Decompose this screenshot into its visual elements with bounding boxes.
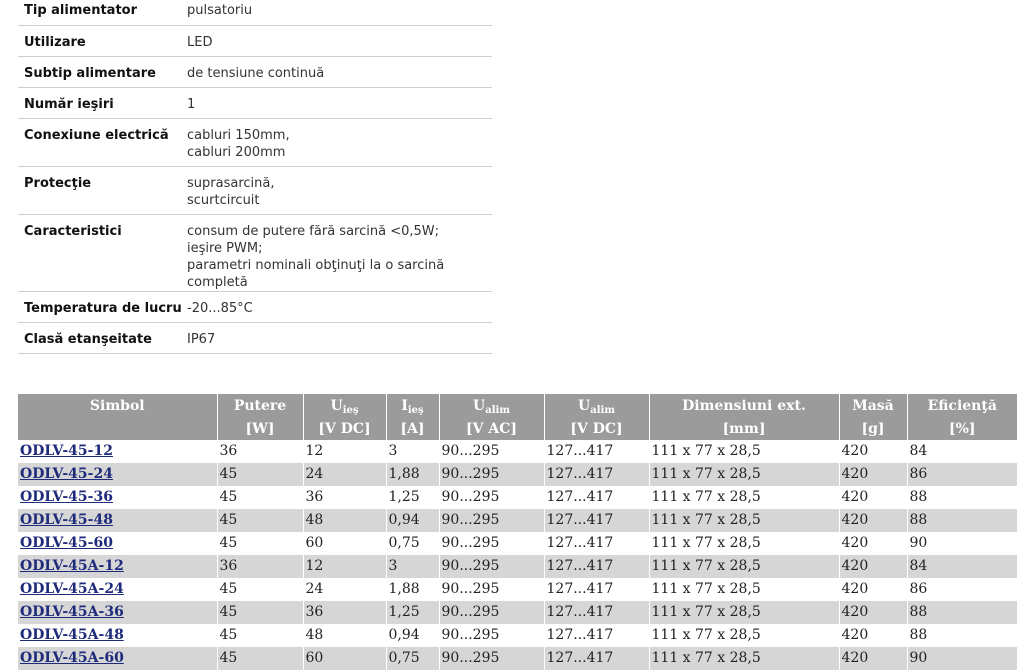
spec-value-line: parametri nominali obţinuţi la o sarcină completă bbox=[187, 257, 445, 290]
table-cell: 48 bbox=[303, 624, 386, 647]
table-cell: 48 bbox=[303, 509, 386, 532]
table-cell: 420 bbox=[839, 463, 907, 486]
table-cell: 127...417 bbox=[544, 509, 649, 532]
table-cell: 86 bbox=[909, 581, 928, 597]
table-cell: 90...295 bbox=[439, 601, 544, 624]
product-symbol-cell bbox=[18, 578, 217, 601]
column-unit: [V DC] bbox=[303, 417, 386, 440]
column-unit: [W] bbox=[217, 417, 303, 440]
spec-value-line: ieşire PWM; bbox=[187, 240, 263, 256]
column-header-subscript: ieş bbox=[342, 404, 359, 416]
table-cell: 111 x 77 x 28,5 bbox=[649, 647, 839, 670]
spec-row bbox=[18, 118, 492, 166]
column-unit: [mm] bbox=[649, 417, 839, 440]
table-cell: 45 bbox=[217, 601, 303, 624]
table-cell: 111 x 77 x 28,5 bbox=[649, 486, 839, 509]
spec-label: Subtip alimentare bbox=[18, 56, 187, 87]
product-symbol-link[interactable]: ODLV-45A-24 bbox=[20, 581, 124, 597]
table-cell: 36 bbox=[217, 555, 303, 578]
spec-value-line: cabluri 150mm, bbox=[187, 127, 290, 143]
product-symbol-cell bbox=[18, 624, 217, 647]
table-cell: 127...417 bbox=[544, 578, 649, 601]
table-cell: 90...295 bbox=[439, 440, 544, 463]
table-cell: 36 bbox=[303, 601, 386, 624]
table-row bbox=[18, 601, 1017, 624]
table-cell: 111 x 77 x 28,5 bbox=[649, 463, 839, 486]
table-row bbox=[18, 624, 1017, 647]
column-header bbox=[386, 394, 439, 417]
column-header-label: Dimensiuni ext. bbox=[682, 397, 806, 414]
column-unit: [V AC] bbox=[439, 417, 544, 440]
table-cell: 111 x 77 x 28,5 bbox=[649, 555, 839, 578]
product-symbol-link[interactable]: ODLV-45A-12 bbox=[20, 558, 124, 574]
column-header-label: U bbox=[578, 397, 591, 414]
table-cell: 24 bbox=[303, 463, 386, 486]
spec-value-line: -20...85°C bbox=[187, 300, 253, 316]
table-cell: 420 bbox=[839, 486, 907, 509]
table-cell: 90...295 bbox=[439, 647, 544, 670]
table-cell: 45 bbox=[217, 486, 303, 509]
column-unit: [A] bbox=[386, 417, 439, 440]
column-header-label: Masă bbox=[852, 397, 894, 414]
spec-row bbox=[18, 214, 492, 291]
table-row bbox=[18, 486, 1017, 509]
product-symbol-cell bbox=[18, 509, 217, 532]
column-header bbox=[303, 394, 386, 417]
table-cell: 90...295 bbox=[439, 532, 544, 555]
spec-value bbox=[187, 56, 492, 87]
spec-value-line: LED bbox=[187, 34, 213, 50]
table-cell: 45 bbox=[217, 647, 303, 670]
spec-row bbox=[18, 25, 492, 56]
table-cell: 0,75 bbox=[386, 647, 439, 670]
product-symbol-cell bbox=[18, 555, 217, 578]
table-cell: 60 bbox=[303, 532, 386, 555]
column-unit: [g] bbox=[839, 417, 907, 440]
product-symbol-link[interactable]: ODLV-45-60 bbox=[20, 535, 113, 551]
table-cell: 420 bbox=[839, 532, 907, 555]
table-cell: 3 bbox=[386, 555, 439, 578]
spec-value bbox=[187, 322, 492, 353]
table-cell: 45 bbox=[217, 463, 303, 486]
table-cell: 420 bbox=[839, 509, 907, 532]
column-header-label: Putere bbox=[233, 397, 287, 414]
table-cell: 127...417 bbox=[544, 555, 649, 578]
table-cell: 127...417 bbox=[544, 463, 649, 486]
product-symbol-cell bbox=[18, 601, 217, 624]
column-header bbox=[839, 394, 907, 417]
product-symbol-link[interactable]: ODLV-45-48 bbox=[20, 512, 113, 528]
table-cell: 127...417 bbox=[544, 486, 649, 509]
table-cell: 420 bbox=[839, 440, 907, 463]
product-symbol-link[interactable]: ODLV-45-12 bbox=[20, 443, 113, 459]
spec-value bbox=[187, 87, 492, 118]
table-cell: 45 bbox=[217, 532, 303, 555]
spec-value bbox=[187, 291, 492, 322]
table-cell: 127...417 bbox=[544, 532, 649, 555]
spec-value bbox=[187, 214, 492, 291]
spec-value-line: IP67 bbox=[187, 331, 216, 347]
table-cell: 88 bbox=[907, 601, 1017, 624]
column-header-label: U bbox=[330, 397, 343, 414]
table-cell: 60 bbox=[303, 647, 386, 670]
spec-row bbox=[18, 87, 492, 118]
table-cell: 84 bbox=[907, 555, 1017, 578]
column-header bbox=[544, 394, 649, 417]
spec-row bbox=[18, 322, 492, 353]
spec-value-line: suprasarcină, bbox=[187, 175, 275, 191]
product-symbol-link[interactable]: ODLV-45-24 bbox=[20, 466, 113, 482]
table-cell: 420 bbox=[839, 578, 907, 601]
spec-value-line: pulsatoriu bbox=[187, 3, 253, 18]
spec-value bbox=[187, 25, 492, 56]
column-header bbox=[217, 394, 303, 417]
spec-value bbox=[187, 166, 492, 214]
table-cell: 111 x 77 x 28,5 bbox=[649, 624, 839, 647]
column-header-label: Eficienţă bbox=[927, 397, 997, 414]
column-unit: [%] bbox=[907, 417, 1017, 440]
spec-label: Număr ieşiri bbox=[18, 87, 187, 118]
table-cell: 111 x 77 x 28,5 bbox=[649, 578, 839, 601]
table-row bbox=[18, 509, 1017, 532]
column-header bbox=[18, 394, 217, 417]
table-cell: 111 x 77 x 28,5 bbox=[649, 601, 839, 624]
table-cell: 88 bbox=[909, 489, 928, 505]
table-cell: 127...417 bbox=[544, 647, 649, 670]
column-header bbox=[907, 394, 1017, 417]
column-header-label: I bbox=[401, 397, 408, 414]
table-cell: 36 bbox=[217, 440, 303, 463]
table-cell: 420 bbox=[839, 624, 907, 647]
table-cell: 1,88 bbox=[386, 578, 439, 601]
product-symbol-cell bbox=[18, 463, 217, 486]
table-cell: 1,25 bbox=[386, 601, 439, 624]
table-header-row bbox=[18, 394, 1017, 417]
table-cell: 36 bbox=[303, 486, 386, 509]
table-cell: 88 bbox=[907, 509, 1017, 532]
table-cell: 127...417 bbox=[544, 440, 649, 463]
specifications-table bbox=[18, 0, 492, 354]
table-cell: 1,25 bbox=[386, 486, 439, 509]
spec-row bbox=[18, 56, 492, 87]
column-unit: [V DC] bbox=[544, 417, 649, 440]
table-cell: 3 bbox=[386, 440, 439, 463]
table-cell: 90...295 bbox=[439, 624, 544, 647]
table-cell: 12 bbox=[303, 555, 386, 578]
product-symbol-cell bbox=[18, 440, 217, 463]
spec-label: Protecţie bbox=[18, 166, 187, 214]
column-header bbox=[649, 394, 839, 417]
product-symbol-link[interactable]: ODLV-45A-48 bbox=[20, 627, 124, 643]
table-cell: 0,94 bbox=[386, 509, 439, 532]
table-cell: 0,75 bbox=[386, 532, 439, 555]
spec-row bbox=[18, 291, 492, 322]
column-header-label: U bbox=[473, 397, 486, 414]
spec-value bbox=[187, 0, 492, 25]
table-cell: 90...295 bbox=[439, 486, 544, 509]
product-symbol-cell bbox=[18, 486, 217, 509]
spec-label: Clasă etanşeitate bbox=[18, 322, 187, 353]
table-cell: 90...295 bbox=[439, 463, 544, 486]
column-header-label: Simbol bbox=[89, 397, 145, 414]
spec-value-line: de tensiune continuă bbox=[187, 65, 325, 81]
table-cell: 90 bbox=[909, 535, 928, 551]
table-cell: 45 bbox=[217, 624, 303, 647]
table-cell: 111 x 77 x 28,5 bbox=[649, 532, 839, 555]
table-row bbox=[18, 440, 1017, 463]
spec-row bbox=[18, 0, 492, 25]
table-cell: 1,88 bbox=[386, 463, 439, 486]
table-cell: 90 bbox=[907, 647, 1017, 670]
column-unit bbox=[18, 417, 217, 440]
spec-label: Conexiune electrică bbox=[18, 118, 187, 166]
spec-row bbox=[18, 166, 492, 214]
table-row bbox=[18, 555, 1017, 578]
spec-value-line: cabluri 200mm bbox=[187, 144, 286, 160]
table-row bbox=[18, 578, 1017, 601]
table-cell: 88 bbox=[909, 627, 928, 643]
table-cell: 12 bbox=[303, 440, 386, 463]
product-symbol-cell bbox=[18, 532, 217, 555]
spec-value-line: 1 bbox=[187, 96, 196, 112]
table-cell: 24 bbox=[303, 578, 386, 601]
product-variants-table bbox=[18, 394, 1017, 670]
table-cell: 420 bbox=[839, 555, 907, 578]
spec-label: Utilizare bbox=[18, 25, 187, 56]
product-symbol-link[interactable]: ODLV-45A-60 bbox=[20, 650, 124, 666]
spec-value bbox=[187, 118, 492, 166]
table-cell: 84 bbox=[909, 443, 928, 459]
column-header-subscript: ieş bbox=[407, 404, 424, 416]
product-symbol-link[interactable]: ODLV-45-36 bbox=[20, 489, 113, 505]
spec-label: Temperatura de lucru bbox=[18, 291, 187, 322]
table-cell: 111 x 77 x 28,5 bbox=[649, 509, 839, 532]
table-cell: 420 bbox=[839, 647, 907, 670]
table-cell: 420 bbox=[839, 601, 907, 624]
table-cell: 111 x 77 x 28,5 bbox=[649, 440, 839, 463]
table-cell: 45 bbox=[217, 509, 303, 532]
table-cell: 90...295 bbox=[439, 509, 544, 532]
spec-value-line: scurtcircuit bbox=[187, 192, 260, 208]
table-cell: 0,94 bbox=[386, 624, 439, 647]
table-cell: 45 bbox=[217, 578, 303, 601]
table-cell: 86 bbox=[907, 463, 1017, 486]
spec-label: Tip alimentator bbox=[18, 0, 187, 25]
product-symbol-link[interactable]: ODLV-45A-36 bbox=[20, 604, 124, 620]
table-cell: 127...417 bbox=[544, 601, 649, 624]
column-header bbox=[439, 394, 544, 417]
spec-label: Caracteristici bbox=[18, 214, 187, 291]
table-row bbox=[18, 532, 1017, 555]
table-units-row bbox=[18, 417, 1017, 440]
table-cell: 90...295 bbox=[439, 578, 544, 601]
spec-value-line: consum de putere fără sarcină <0,5W; bbox=[187, 223, 439, 239]
table-cell: 127...417 bbox=[544, 624, 649, 647]
column-header-subscript: alim bbox=[590, 404, 615, 416]
table-row bbox=[18, 463, 1017, 486]
table-row bbox=[18, 647, 1017, 670]
column-header-subscript: alim bbox=[485, 404, 510, 416]
product-symbol-cell bbox=[18, 647, 217, 670]
table-cell: 90...295 bbox=[439, 555, 544, 578]
